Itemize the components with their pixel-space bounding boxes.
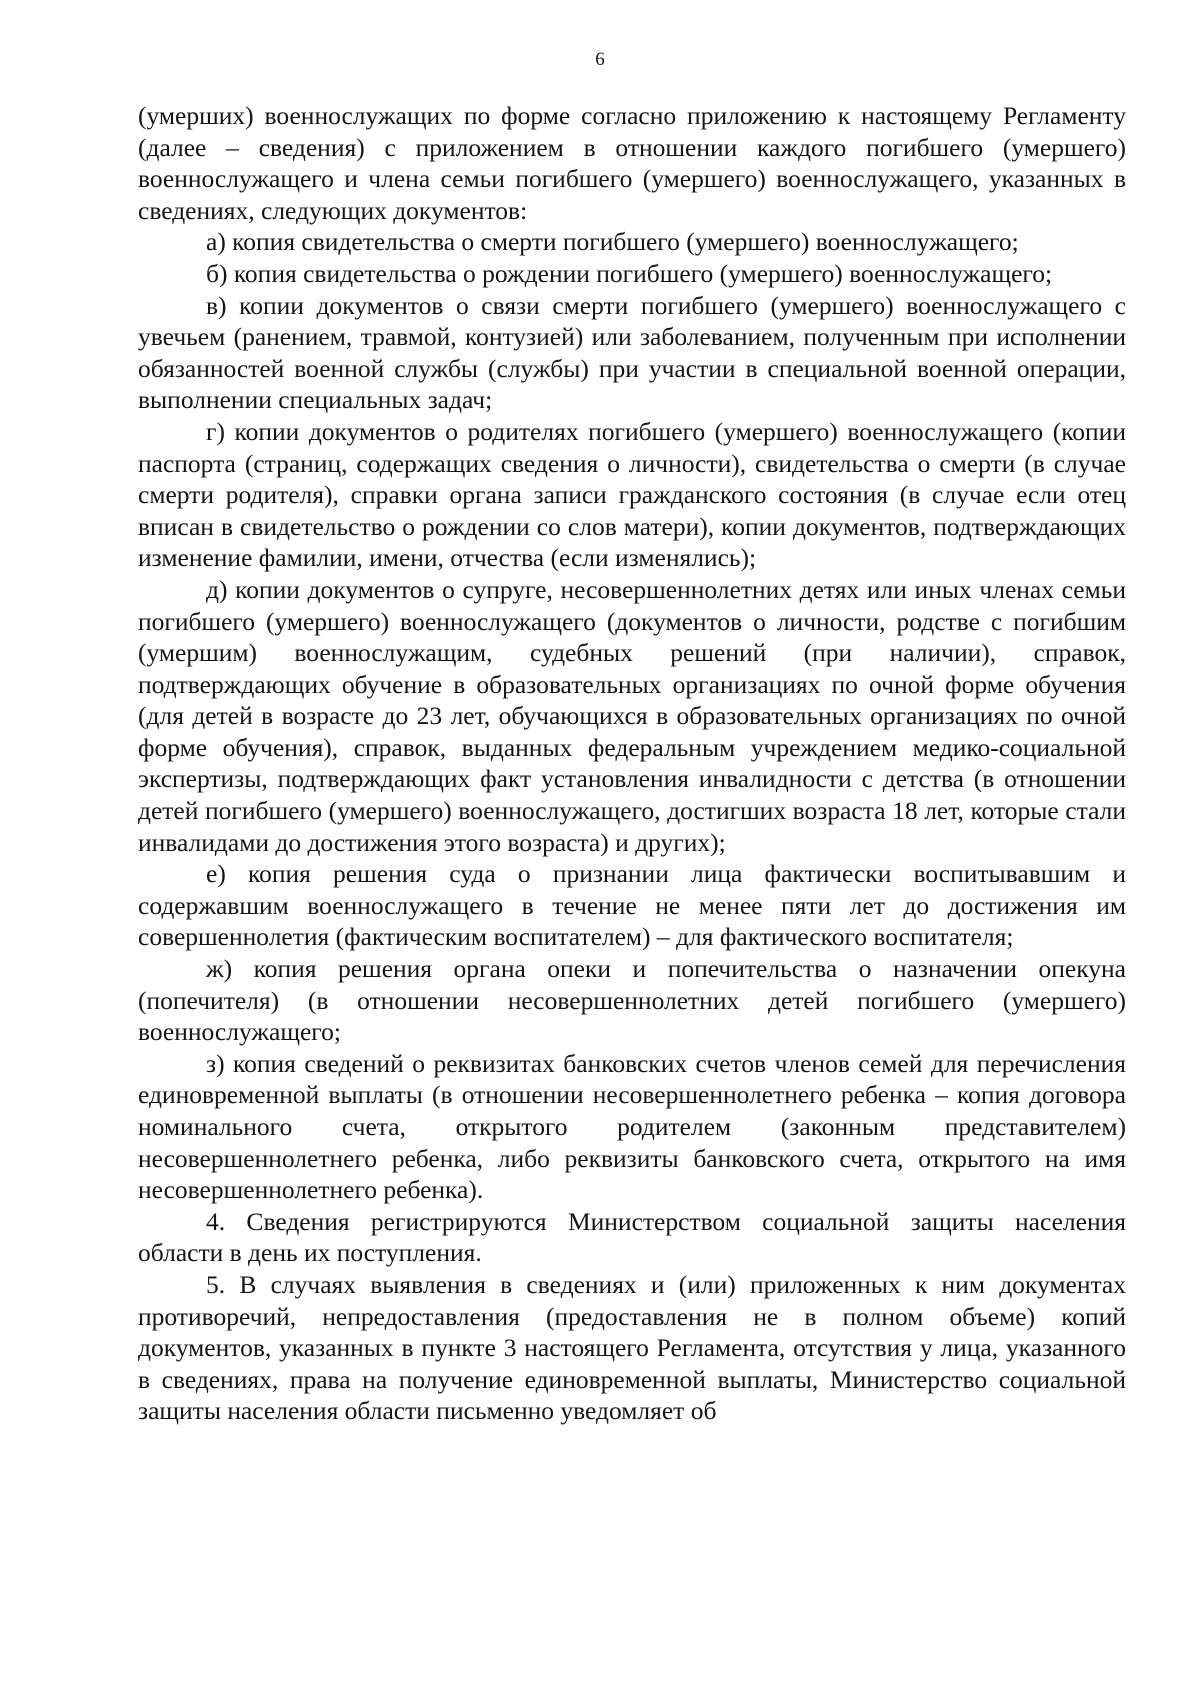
list-item-e: е) копия решения суда о признании лица фактически воспитывавшим и содержавшим военнослужащего в течение не менее пяти лет до достижения им совершеннолетия (фактическим воспитателем) – для фактического воспитателя; [138,859,1126,952]
paragraph-5: 5. В случаях выявления в сведениях и (или) приложенных к ним документах противоречий, непредоставления (предоставления не в полном объеме) копий документов, указанных в пункте 3 настоящего Регламента, отсутствия у лица, указанного в сведениях, права на получение единовременной выплаты, Министерство социальной защиты населения области письменно уведомляет об [138,1269,1126,1426]
list-item-zh: ж) копия решения органа опеки и попечительства о назначении опекуна (попечителя) (в отношении несовершеннолетних детей погибшего (умершего) военнослужащего; [138,954,1126,1047]
document-body [138,100,1126,1427]
list-item-g: г) копии документов о родителях погибшего (умершего) военнослужащего (копии паспорта (страниц, содержащих сведения о личности), свидетельства о смерти (в случае смерти родителя), справки органа записи гражданского состояния (в случае если отец вписан в свидетельство о рождении со слов матери), копии документов, подтверждающих изменение фамилии, имени, отчества (если изменялись); [138,416,1126,573]
list-item-z: з) копия сведений о реквизитах банковских счетов членов семей для перечисления единовременной выплаты (в отношении несовершеннолетнего ребенка – копия договора номинального счета, открытого родителем (законным представителем) несовершеннолетнего ребенка, либо реквизиты банковского счета, открытого на имя несовершеннолетнего ребенка). [138,1048,1126,1205]
list-item-b: б) копия свидетельства о рождении погибшего (умершего) военнослужащего; [206,258,1053,288]
scan-artifact [1028,1679,1178,1689]
list-item-a: а) копия свидетельства о смерти погибшего (умершего) военнослужащего; [206,227,1019,257]
page-number: 6 [595,49,605,70]
list-item-d: д) копии документов о супруге, несовершеннолетних детях или иных членах семьи погибшего (умершего) военнослужащего (документов о личности, родстве с погибшим (умершим) военнослужащим, судебных решений (при наличии), справок, подтверждающих обучение в образовательных организациях по очной форме обучения (для детей в возрасте до 23 лет, обучающихся в образовательных организациях по очной форме обучения), справок, выданных федеральным учреждением медико-социальной экспертизы, подтверждающих факт установления инвалидности с детства (в отношении детей погибшего (умершего) военнослужащего, достигших возраста 18 лет, которые стали инвалидами до достижения этого возраста) и других); [138,574,1126,857]
paragraph-4: 4. Сведения регистрируются Министерством социальной защиты населения области в день их поступления. [138,1206,1126,1268]
list-item-v: в) копии документов о связи смерти погибшего (умершего) военнослужащего с увечьем (ранением, травмой, контузией) или заболеванием, полученным при исполнении обязанностей военной службы (службы) при участии в специальной военной операции, выполнении специальных задач; [138,290,1126,415]
paragraph-continuation: (умерших) военнослужащих по форме согласно приложению к настоящему Регламенту (далее – сведения) с приложением в отношении каждого погибшего (умершего) военнослужащего и члена семьи погибшего (умершего) военнослужащего, указанных в сведениях, следующих документов: [138,101,1126,225]
